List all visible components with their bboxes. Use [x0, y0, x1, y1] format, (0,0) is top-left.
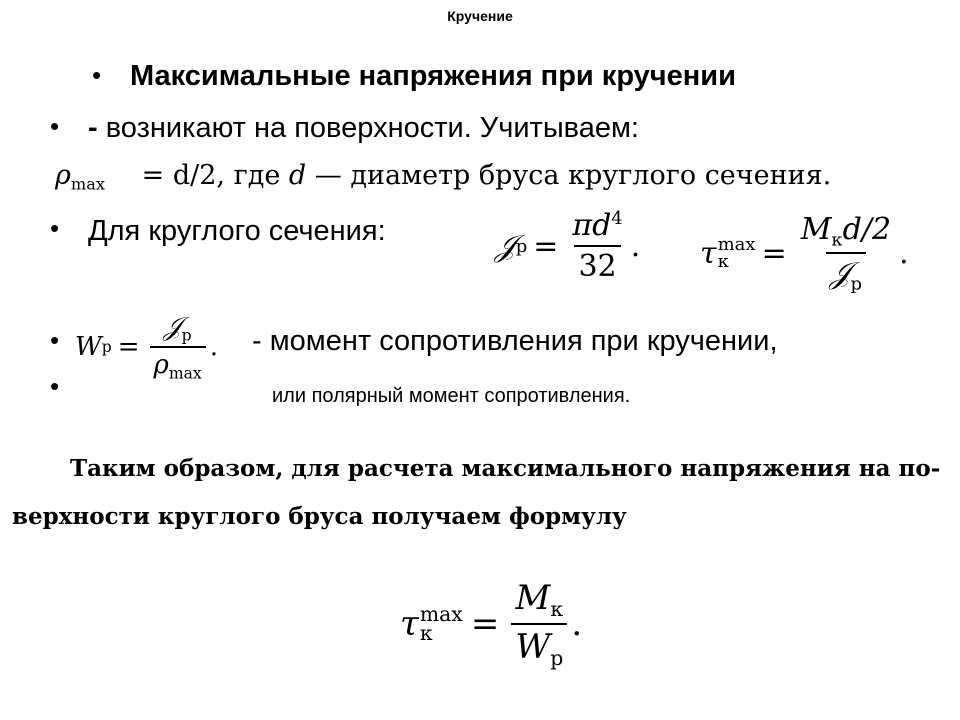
jp-formula	[495, 208, 640, 284]
tau-tail: .	[899, 235, 909, 271]
tau-den: 𝒥	[829, 256, 851, 292]
wp-tail: .	[209, 332, 218, 363]
wp-den-sub: max	[168, 364, 202, 383]
conclusion-line-1: Таким образом, для расчета максимального напряжения на по-	[70, 455, 941, 482]
final-num-sub: к	[550, 597, 564, 622]
bullet-icon: •	[50, 371, 60, 401]
rho-where: где	[233, 160, 281, 191]
dash-text: -	[88, 112, 106, 144]
jp-num: πd	[572, 208, 612, 243]
wp-lhs: W	[75, 332, 102, 363]
surface-text: возникают на поверхности. Учитываем:	[105, 112, 639, 144]
jp-fraction	[568, 208, 626, 284]
tau-sup: max	[717, 234, 756, 256]
slide-header-title: Кручение	[447, 8, 513, 24]
tau-formula	[700, 212, 909, 295]
wp-description: - момент сопротивления при кручении,	[252, 325, 778, 357]
wp-eq: =	[117, 332, 140, 363]
polar-text: или полярный момент сопротивления.	[272, 385, 631, 407]
final-tail: .	[571, 604, 583, 645]
jp-eq: =	[533, 228, 559, 264]
bullet-icon: •	[50, 111, 60, 141]
final-lhs: τ	[400, 604, 419, 645]
rho-symbol: ρ	[55, 160, 71, 191]
jp-tail: .	[630, 228, 641, 264]
final-formula	[400, 578, 582, 670]
wp-lhs-sub: p	[101, 338, 112, 357]
circular-label: Для круглого сечения:	[88, 215, 386, 247]
wp-den: ρ	[153, 350, 169, 381]
rho-rest: — диаметр бруса круглого сечения.	[314, 160, 832, 191]
tau-lhs: τ	[700, 235, 717, 271]
final-den-sub: p	[550, 646, 564, 671]
jp-num-sup: 4	[611, 208, 623, 230]
wp-num: 𝒥	[163, 312, 182, 342]
conclusion-line-2: верхности круглого бруса получаем формулу	[12, 503, 627, 530]
tau-num: M	[800, 212, 832, 247]
tau-num-sub: к	[831, 229, 843, 251]
tau-sub: к	[717, 251, 729, 273]
heading: Максимальные напряжения при кручении	[130, 60, 736, 92]
surface-line	[88, 112, 639, 145]
final-den: W	[515, 627, 551, 668]
final-eq: =	[470, 604, 500, 645]
final-fraction	[511, 578, 567, 670]
rho-rhs: = d/2,	[141, 160, 225, 191]
jp-den: 32	[574, 245, 620, 284]
final-sup: max	[419, 601, 463, 626]
tau-den-sub: p	[850, 273, 862, 295]
rho-var: d	[288, 160, 307, 191]
wp-num-sub: p	[181, 326, 192, 345]
jp-lhs: 𝒥	[495, 228, 516, 264]
tau-eq: =	[761, 235, 787, 271]
tau-fraction	[797, 212, 895, 295]
rho-sub: max	[70, 174, 106, 194]
bullet-icon: •	[50, 325, 60, 355]
jp-lhs-sub: p	[515, 235, 528, 257]
tau-num-rest: d/2	[842, 212, 892, 247]
rho-formula-line	[55, 160, 831, 194]
final-num: M	[515, 578, 551, 618]
wp-formula	[75, 312, 218, 383]
wp-fraction	[150, 312, 206, 383]
final-sub: к	[419, 621, 433, 646]
bullet-icon: •	[50, 213, 60, 243]
bullet-icon: •	[92, 60, 102, 90]
